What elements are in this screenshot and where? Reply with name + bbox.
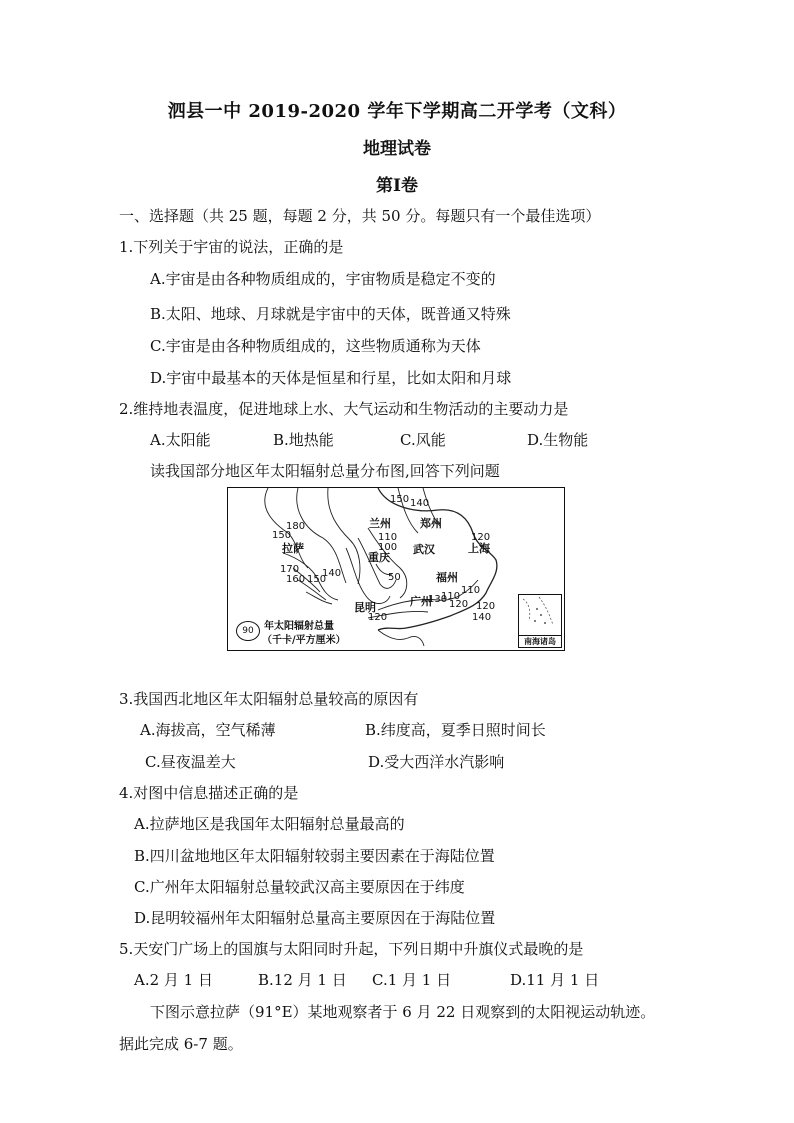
isoline-label: 50 [388, 572, 401, 583]
q1-option-a: A.宇宙是由各种物质组成的，宇宙物质是稳定不变的 [150, 270, 496, 288]
isoline-label: 110 [461, 585, 481, 596]
isoline-label: 180 [286, 521, 306, 532]
q3-option-a: A.海拔高，空气稀薄 [140, 721, 276, 739]
q1-option-c: C.宇宙是由各种物质组成的，这些物质通称为天体 [150, 337, 481, 355]
legend-title: 年太阳辐射总量 [264, 621, 334, 632]
q4-option-a: A.拉萨地区是我国年太阳辐射总量最高的 [134, 815, 405, 833]
city-wuhan: 武汉 [413, 543, 435, 556]
school-exam-title: 泗县一中 2019-2020 学年下学期高二开学考（文科） [167, 101, 627, 122]
q2-option-b: B.地热能 [273, 431, 334, 449]
q1-option-b: B.太阳、地球、月球就是宇宙中的天体，既普通又特殊 [150, 305, 511, 323]
q2-option-d: D.生物能 [527, 431, 589, 449]
q4-option-b: B.四川盆地地区年太阳辐射较弱主要因素在于海陆位置 [134, 847, 495, 865]
city-zhengzhou: 郑州 [420, 517, 442, 530]
q3-option-b: B.纬度高，夏季日照时间长 [365, 721, 546, 739]
city-chongqing: 重庆 [368, 551, 390, 564]
isoline-label: 120 [449, 599, 469, 610]
q2-option-a: A.太阳能 [150, 431, 211, 449]
isoline-label: 120 [476, 601, 496, 612]
map-legend [236, 615, 366, 647]
isoline-label: 150 [390, 494, 410, 505]
q2-stem: 2.维持地表温度，促进地球上水、大气运动和生物活动的主要动力是 [119, 400, 569, 418]
inset-label: 南海诸岛 [519, 635, 561, 647]
q3-stem: 3.我国西北地区年太阳辐射总量较高的原因有 [119, 690, 419, 708]
q5-option-c: C.1 月 1 日 [372, 971, 452, 989]
section-instruction: 一、选择题（共 25 题，每题 2 分，共 50 分。每题只有一个最佳选项） [119, 207, 601, 225]
south-china-sea-inset [518, 594, 562, 648]
q5-option-a: A.2 月 1 日 [134, 971, 213, 989]
city-shanghai: 上海 [468, 542, 490, 555]
q5-option-d: D.11 月 1 日 [510, 971, 600, 989]
q5-option-b: B.12 月 1 日 [258, 971, 347, 989]
city-lanzhou: 兰州 [369, 517, 391, 530]
isoline-label: 140 [410, 498, 430, 509]
q67-intro-line1: 下图示意拉萨（91°E）某地观察者于 6 月 22 日观察到的太阳视运动轨迹。 [150, 1003, 656, 1021]
isoline-label: 160 [286, 574, 306, 585]
q4-option-d: D.昆明较福州年太阳辐射总量高主要原因在于海陆位置 [134, 909, 496, 927]
isoline-label: 100 [378, 542, 398, 553]
isoline-label: 140 [472, 612, 492, 623]
solar-radiation-map [227, 487, 565, 651]
q3-option-d: D.受大西洋水汽影响 [368, 753, 505, 771]
q4-option-c: C.广州年太阳辐射总量较武汉高主要原因在于纬度 [134, 878, 465, 896]
isoline-label: 150 [272, 530, 292, 541]
legend-unit: （千卡/平方厘米） [262, 635, 346, 646]
isoline-label: 170 [280, 564, 300, 575]
q1-option-d: D.宇宙中最基本的天体是恒星和行星，比如太阳和月球 [150, 369, 512, 387]
map-intro: 读我国部分地区年太阳辐射总量分布图,回答下列问题 [150, 462, 500, 480]
isoline-label: 120 [368, 612, 388, 623]
subject-title: 地理试卷 [363, 139, 431, 159]
city-lasa: 拉萨 [282, 542, 304, 555]
q4-stem: 4.对图中信息描述正确的是 [119, 784, 299, 802]
q1-stem: 1.下列关于宇宙的说法，正确的是 [119, 238, 344, 256]
q67-intro-line2: 据此完成 6-7 题。 [119, 1035, 243, 1053]
city-guangzhou: 广州 [410, 595, 432, 608]
city-kunming: 昆明 [354, 601, 376, 614]
isoline-label: 150 [307, 574, 327, 585]
q2-option-c: C.风能 [400, 431, 446, 449]
isoline-label: 110 [378, 532, 398, 543]
q5-stem: 5.天安门广场上的国旗与太阳同时升起，下列日期中升旗仪式最晚的是 [119, 940, 584, 958]
volume-title: 第Ⅰ卷 [376, 176, 418, 196]
isoline-label: 140 [322, 568, 342, 579]
city-fuzhou: 福州 [436, 571, 458, 584]
legend-sample-value: 90 [236, 621, 260, 641]
isoline-label: 120 [471, 532, 491, 543]
isoline-label: 110 [441, 591, 461, 602]
q3-option-c: C.昼夜温差大 [145, 753, 236, 771]
isoline-label: 130 [428, 594, 448, 605]
inset-lines [519, 595, 561, 635]
